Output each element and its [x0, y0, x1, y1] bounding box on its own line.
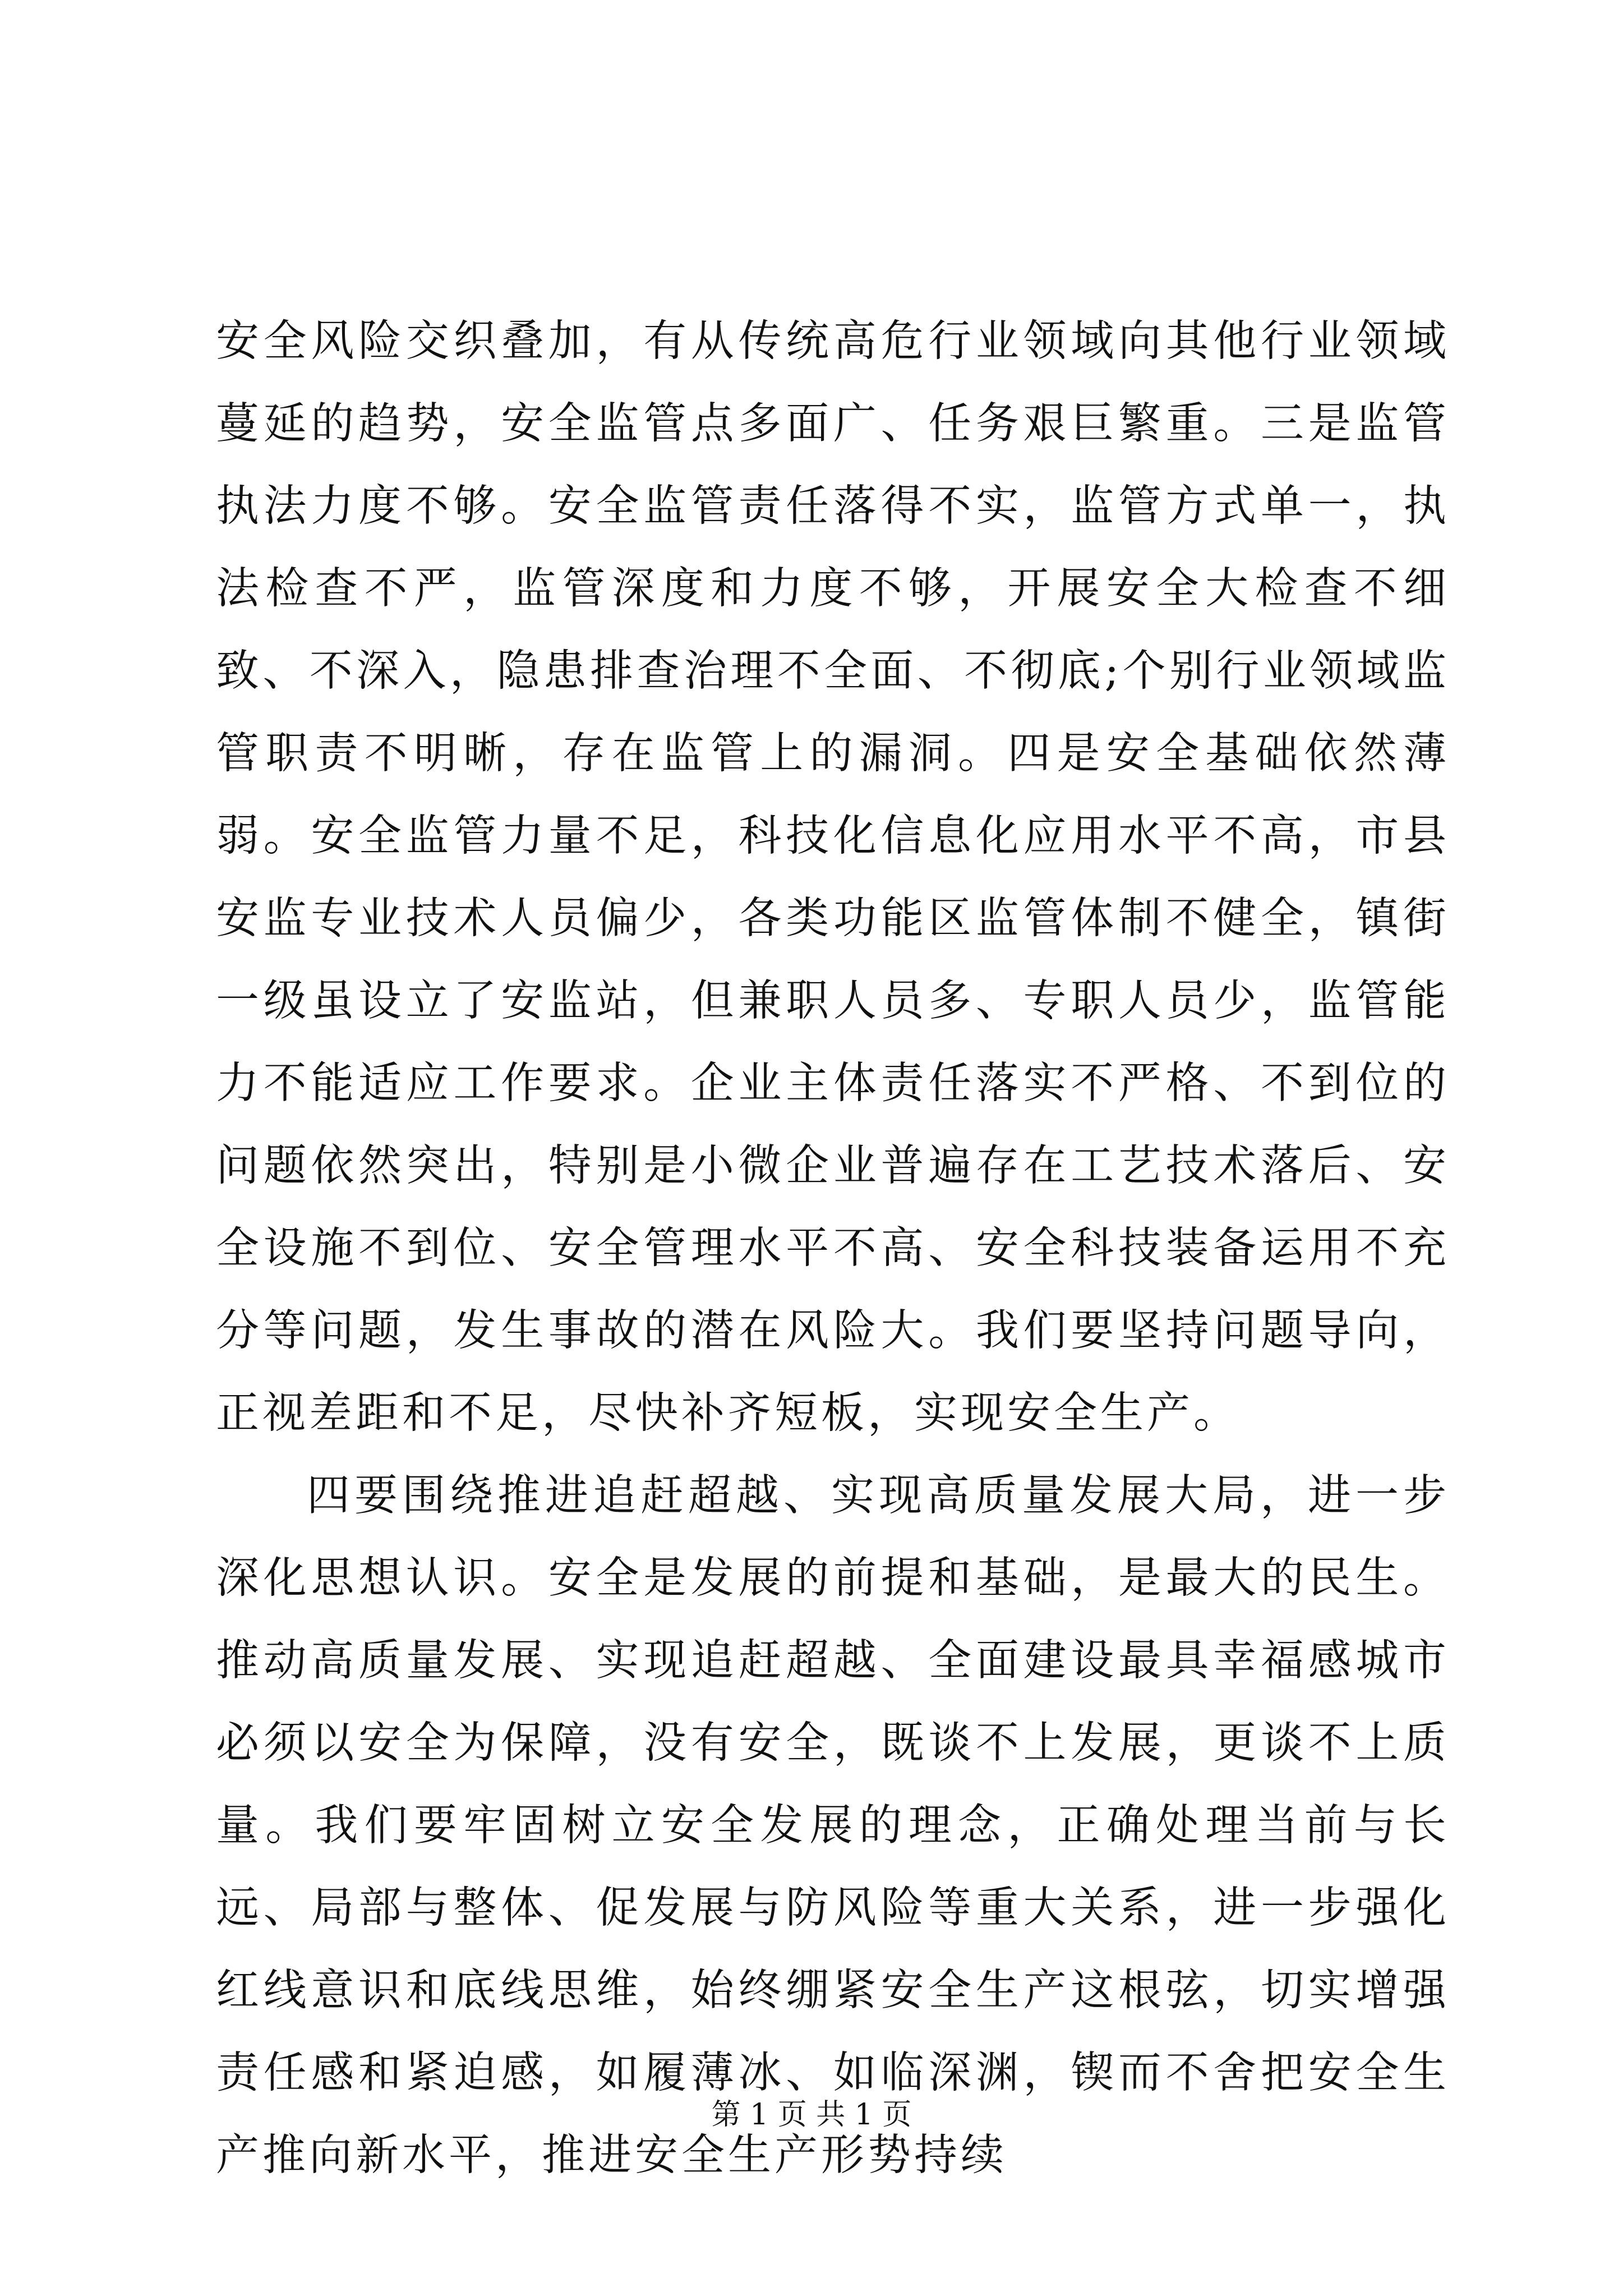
document-body [216, 300, 1450, 2197]
paragraph-section-four: 四要围绕推进追赶超越、实现高质量发展大局，进一步深化思想认识。安全是发展的前提和基础，是最大的民生。推动高质量发展、实现追赶超越、全面建设最具幸福感城市必须以安全为保障，没有安全，既谈不上发展，更谈不上质量。我们要牢固树立安全发展的理念，正确处理当前与长远、局部与整体、促发展与防风险等重大关系，进一步强化红线意识和底线思维，始终绷紧安全生产这根弦，切实增强责任感和紧迫感，如履薄冰、如临深渊，锲而不舍把安全生产推向新水平，推进安全生产形势持续 [216, 1471, 1450, 2180]
paragraph-continued: 安全风险交织叠加，有从传统高危行业领域向其他行业领域蔓延的趋势，安全监管点多面广、任务艰巨繁重。三是监管执法力度不够。安全监管责任落得不实，监管方式单一，执法检查不严，监管深度和力度不够，开展安全大检查不细致、不深入，隐患排查治理不全面、不彻底;个别行业领域监管职责不明晰，存在监管上的漏洞。四是安全基础依然薄弱。安全监管力量不足，科技化信息化应用水平不高，市县安监专业技术人员偏少，各类功能区监管体制不健全，镇街一级虽设立了安监站，但兼职人员多、专职人员少，监管能力不能适应工作要求。企业主体责任落实不严格、不到位的问题依然突出，特别是小微企业普遍存在工艺技术落后、安全设施不到位、安全管理水平不高、安全科技装备运用不充分等问题，发生事故的潜在风险大。我们要坚持问题导向，正视差距和不足，尽快补齐短板，实现安全生产。 [216, 316, 1450, 1438]
page-footer: 第 1 页 共 1 页 [711, 2098, 912, 2132]
